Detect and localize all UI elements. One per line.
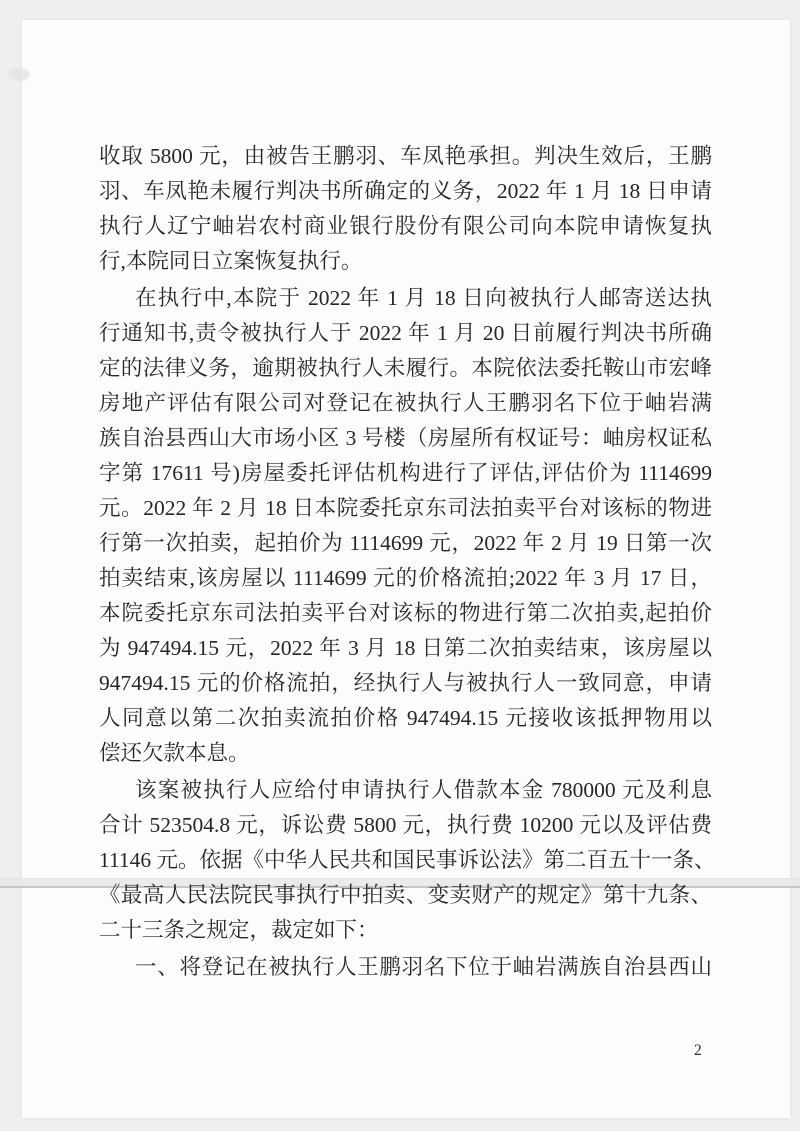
document-line: 房地产评估有限公司对登记在被执行人王鹏羽名下位于岫岩满 [99,391,712,415]
paragraph-ruling-item-one [99,950,712,985]
document-line: 族自治县西山大市场小区 3 号楼（房屋所有权证号：岫房权证私 [99,426,712,450]
document-line: 行通知书,责令被执行人于 2022 年 1 月 20 日前履行判决书所确 [99,321,712,345]
document-line: 行第一次拍卖，起拍价为 1114699 元，2022 年 2 月 19 日第一次 [99,531,712,555]
document-line: 定的法律义务，逾期被执行人未履行。本院依法委托鞍山市宏峰 [99,356,712,380]
document-line: 人同意以第二次拍卖流拍价格 947494.15 元接收该抵押物用以 [99,706,712,730]
document-line: 拍卖结束,该房屋以 1114699 元的价格流拍;2022 年 3 月 17 日， [99,566,712,590]
document-line: 元。2022 年 2 月 18 日本院委托京东司法拍卖平台对该标的物进 [99,496,712,520]
document-line: 字第 17611 号)房屋委托评估机构进行了评估,评估价为 1114699 [99,461,712,485]
paragraph-execution-and-auctions [99,281,712,771]
document-line: 在执行中,本院于 2022 年 1 月 18 日向被执行人邮寄送达执 [135,286,712,310]
paragraph-costs-and-resumption [99,139,712,279]
document-line: 收取 5800 元，由被告王鹏羽、车凤艳承担。判决生效后，王鹏 [99,144,712,168]
document-line: 11146 元。依据《中华人民共和国民事诉讼法》第二百五十一条、 [99,848,716,872]
ruling-text-block [99,139,716,985]
paragraph-debt-and-legal-basis [99,773,716,948]
document-line: 《最高人民法院民事执行中拍卖、变卖财产的规定》第十九条、 [99,883,712,907]
document-line: 行,本院同日立案恢复执行。 [99,249,363,273]
document-line: 为 947494.15 元，2022 年 3 月 18 日第二次拍卖结束，该房屋以 [99,636,712,660]
document-line: 执行人辽宁岫岩农村商业银行股份有限公司向本院申请恢复执 [99,214,712,238]
page-number: 2 [694,1042,702,1059]
document-line: 本院委托京东司法拍卖平台对该标的物进行第二次拍卖,起拍价 [99,601,712,625]
document-line: 羽、车凤艳未履行判决书所确定的义务，2022 年 1 月 18 日申请 [99,179,712,203]
document-line: 二十三条之规定，裁定如下： [99,918,379,942]
document-line: 合计 523504.8 元，诉讼费 5800 元，执行费 10200 元以及评估费 [99,813,712,837]
document-line: 947494.15 元的价格流拍，经执行人与被执行人一致同意，申请 [99,671,712,695]
scan-smudge [8,68,30,81]
document-line: 偿还欠款本息。 [99,741,250,765]
document-line: 该案被执行人应给付申请执行人借款本金 780000 元及利息 [135,778,712,802]
document-line: 一、将登记在被执行人王鹏羽名下位于岫岩满族自治县西山 [135,955,712,979]
